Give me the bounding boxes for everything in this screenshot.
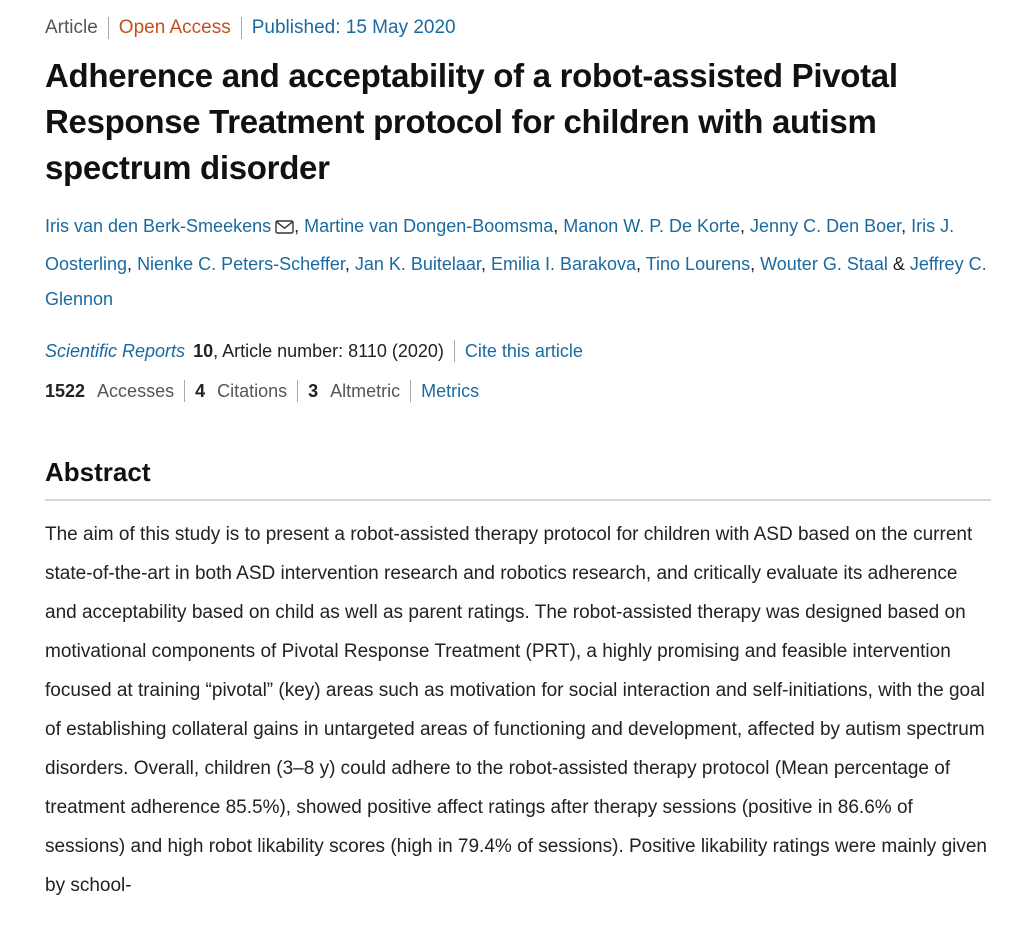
cite-this-article-link[interactable]: Cite this article xyxy=(464,341,583,361)
accesses-label: Accesses xyxy=(97,381,175,401)
article-number: , Article number: 8110 (2020) xyxy=(213,341,444,361)
author-link[interactable]: Jan K. Buitelaar xyxy=(354,253,481,274)
author-separator: , xyxy=(553,216,564,236)
article-type: Article xyxy=(45,17,98,38)
mail-icon[interactable] xyxy=(275,211,294,247)
citation-row xyxy=(45,338,583,364)
author-link[interactable]: Nienke C. Peters-Scheffer xyxy=(137,253,345,274)
article-meta-row xyxy=(45,16,456,40)
author-list xyxy=(45,209,991,318)
author-link[interactable]: Martine van Dongen-Boomsma xyxy=(304,216,554,236)
author-separator: , xyxy=(750,253,761,274)
citation-divider xyxy=(454,340,455,362)
author-link[interactable]: Jenny C. Den Boer xyxy=(750,216,902,236)
author-link[interactable]: Iris J. Oosterling xyxy=(45,216,955,274)
citations-count: 4 xyxy=(195,381,206,401)
published-date: Published: 15 May 2020 xyxy=(251,17,456,38)
accesses-count: 1522 xyxy=(45,381,86,401)
open-access-badge: Open Access xyxy=(118,17,231,38)
author-separator: , xyxy=(294,216,305,236)
author-separator: , xyxy=(127,253,138,274)
author-link[interactable]: Jeffrey C. Glennon xyxy=(45,253,987,309)
altmetric-label: Altmetric xyxy=(330,381,401,401)
article-title: Adherence and acceptability of a robot-assisted Pivotal Response Treatment protocol for children with autism spectrum disorder xyxy=(45,57,898,186)
citations-label: Citations xyxy=(217,381,288,401)
journal-link[interactable]: Scientific Reports xyxy=(45,341,186,361)
author-link[interactable]: Manon W. P. De Korte xyxy=(563,216,741,236)
author-separator: & xyxy=(887,253,910,274)
metrics-divider xyxy=(184,380,185,402)
abstract-text: The aim of this study is to present a robot-assisted therapy protocol for children with ASD based on the current state-of-the-art in both ASD intervention research and robotics research, and critically evaluate its adherence and acceptability based on child as well as parent ratings. The robot-assisted therapy was designed based on motivational components of Pivotal Response Treatment (PRT), a highly promising and feasible intervention focused at training “pivotal” (key) areas such as motivation for social interaction and self-initiations, with the goal of establishing collateral gains in untargeted areas of functioning and development, affected by autism spectrum disorders. Overall, children (3–8 y) could adhere to the robot-assisted therapy protocol (Mean percentage of treatment adherence 85.5%), showed positive affect ratings after therapy sessions (positive in 86.6% of sessions) and high robot likability scores (high in 79.4% of sessions). Positive likability ratings were mainly given by school- xyxy=(45,524,987,896)
meta-divider xyxy=(108,17,109,39)
author-separator: , xyxy=(901,216,912,236)
author-link[interactable]: Iris van den Berk-Smeekens xyxy=(45,216,272,236)
author-link[interactable]: Tino Lourens xyxy=(645,253,751,274)
author-separator: , xyxy=(636,253,646,274)
metrics-divider xyxy=(297,380,298,402)
author-separator: , xyxy=(480,253,491,274)
metrics-row xyxy=(45,378,479,404)
meta-divider xyxy=(241,17,242,39)
author-separator: , xyxy=(344,253,355,274)
abstract-divider xyxy=(45,499,991,501)
journal-volume: 10 xyxy=(193,341,214,361)
metrics-link[interactable]: Metrics xyxy=(421,381,480,401)
author-link[interactable]: Emilia I. Barakova xyxy=(490,253,637,274)
metrics-divider xyxy=(410,380,411,402)
author-link[interactable]: Wouter G. Staal xyxy=(760,253,888,274)
altmetric-count: 3 xyxy=(308,381,319,401)
author-separator: , xyxy=(740,216,751,236)
abstract-heading: Abstract xyxy=(45,457,151,487)
